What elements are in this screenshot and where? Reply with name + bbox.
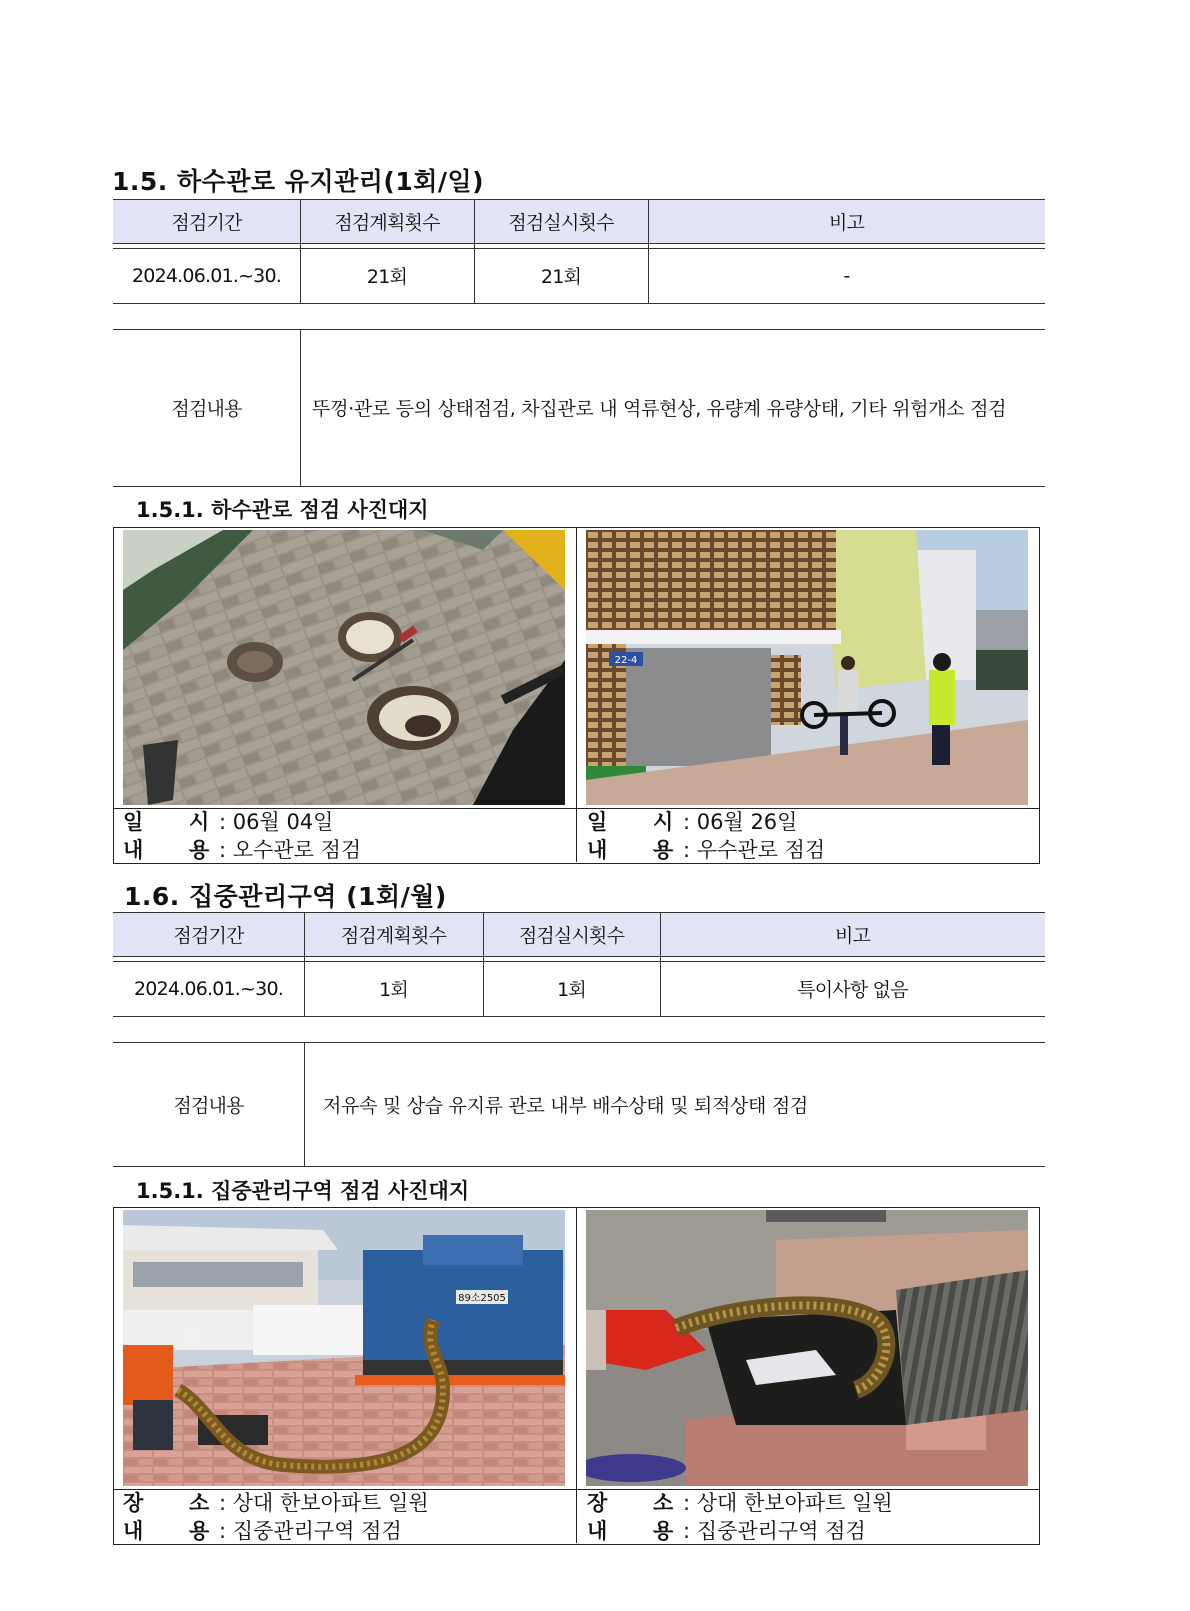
cell-planned-2: 1회 <box>379 979 408 1001</box>
cell-performed-2: 1회 <box>557 979 586 1001</box>
caption-1: 일 시 : 06월 04일 내 용 : 오수관로 점검 <box>123 810 362 862</box>
header-remarks: 비고 <box>828 211 865 234</box>
header-performed-2: 점검실시횟수 <box>518 924 625 947</box>
header-planned-2: 점검계획횟수 <box>340 924 447 947</box>
photo-hose-drain <box>586 1210 1028 1486</box>
cell-period: 2024.06.01.~30. <box>132 264 281 287</box>
cell-planned: 21회 <box>366 266 408 288</box>
content-label: 점검내용 <box>171 398 242 420</box>
cell-performed: 21회 <box>540 266 582 288</box>
photo-house <box>586 530 1028 805</box>
content-text-2: 저유속 및 상습 유지류 관로 내부 배수상태 및 퇴적상태 점검 <box>323 1094 808 1117</box>
section-title-1-6: 1.6. 집중관리구역 (1회/월) <box>124 882 447 911</box>
cell-remarks-2: 특이사항 없음 <box>797 979 908 1001</box>
header-period-2: 점검기간 <box>173 924 244 947</box>
header-performed: 점검실시횟수 <box>508 211 614 234</box>
truck-plate: 89소2505 <box>458 1293 506 1304</box>
header-planned: 점검계획횟수 <box>334 211 440 234</box>
house-number-sign: 22-4 <box>614 655 638 666</box>
photo-section-title-2: 1.5.1. 집중관리구역 점검 사진대지 <box>136 1179 470 1203</box>
content-text: 뚜껑·관로 등의 상태점검, 차집관로 내 역류현상, 유량계 유량상태, 기타 위험개소 점검 <box>312 398 1007 420</box>
header-remarks-2: 비고 <box>834 924 871 947</box>
caption-2: 일 시 : 06월 26일 내 용 : 우수관로 점검 <box>587 810 826 862</box>
photo-manholes <box>123 530 565 805</box>
photo-vacuum-truck <box>123 1210 565 1486</box>
content-label-2: 점검내용 <box>173 1094 244 1117</box>
cell-remarks: - <box>843 264 850 287</box>
caption-4: 장 소 : 상대 한보아파트 일원 내 용 : 집중관리구역 점검 <box>587 1491 893 1543</box>
photo-section-title: 1.5.1. 하수관로 점검 사진대지 <box>136 498 429 522</box>
caption-3: 장 소 : 상대 한보아파트 일원 내 용 : 집중관리구역 점검 <box>123 1491 429 1543</box>
header-period: 점검기간 <box>171 211 242 234</box>
section-title-1-5: 1.5. 하수관로 유지관리(1회/일) <box>112 167 485 196</box>
cell-period-2: 2024.06.01.~30. <box>134 977 283 1000</box>
